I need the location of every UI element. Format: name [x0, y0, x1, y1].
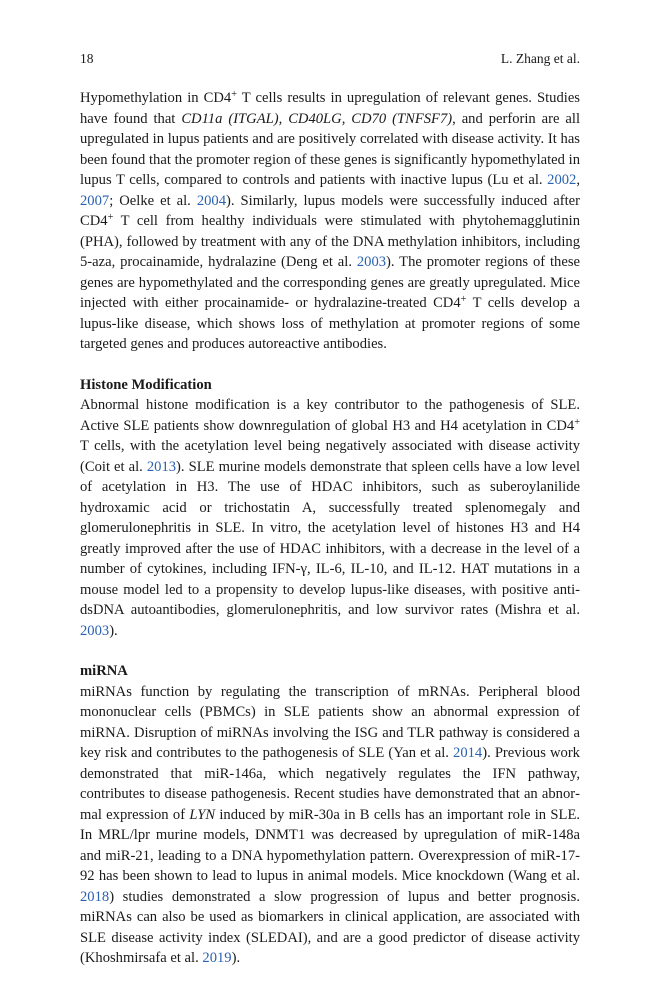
- text-run: Abnormal histone modification is a key contributor to the pathogenesis of SLE. Active SLE patients show downregulation of global H3 and H4 acetylation in CD4: [80, 397, 580, 434]
- text-run: T cells results in upregulation of relevant genes. Studies have found that: [80, 90, 580, 127]
- page: [80, 50, 580, 969]
- citation-link[interactable]: 2019: [202, 950, 232, 966]
- paragraph-mirna: [80, 682, 580, 969]
- citation-link[interactable]: 2014: [453, 745, 483, 761]
- text-run: , and perforin are all upregulated in lupus patients and are positively correlated with disease activity. It has been found that the promoter region of these genes is significantly hypomethylated in lupus T cells, compared to controls and patients with inactive lupus (Lu et al.: [80, 110, 580, 188]
- text-run: ). Similarly, lupus models were successfully induced after CD4: [80, 192, 580, 229]
- citation-link[interactable]: 2013: [146, 458, 177, 475]
- text-run: Hypomethylation in CD4: [80, 90, 232, 106]
- paragraph-histone: [80, 395, 580, 641]
- superscript-plus: +: [460, 293, 467, 305]
- superscript-plus: +: [574, 416, 580, 428]
- text-run: miRNAs function by regulating the transcription of mRNAs. Peripheral blood mononuclear cells (PBMCs) in SLE patients show an abnormal expression of miRNA. Disruption of miRNAs involving the ISG and TLR pathway is considered a key risk and contributes to the pathogenesis of SLE (Yan et al.: [80, 683, 580, 761]
- text-run: ). The promoter regions of these genes are hypomethylated and the corresponding genes are greatly upregulated. Mice injected with either procainamide- or hydralazine-treated CD4: [80, 254, 580, 311]
- citation-link[interactable]: 2002: [547, 172, 577, 188]
- gene-name: LYN: [189, 806, 216, 823]
- running-head: [80, 50, 580, 68]
- paragraph-hypomethylation: [80, 88, 580, 355]
- citation-link[interactable]: 2003: [356, 254, 387, 270]
- citation-link[interactable]: 2007: [80, 192, 110, 209]
- page-number: 18: [80, 51, 94, 66]
- text-run: ). Previous work demonstrated that miR-146a, which negatively regulates the IFN pathway, contributes to disease pathogenesis. Recent studies have demonstrated that an abnormal expression of: [80, 745, 580, 823]
- text-run: induced by miR-30a in B cells has an important role in SLE. In MRL/lpr murine models, DNMT1 was decreased by upregulation of miR-148a and miR-21, leading to a DNA hypomethylation pattern. Overexpression of miR-17-92 has been shown to lead to lupus in animal models. Mice knockdown (Wang et al.: [80, 806, 581, 884]
- text-run: ). SLE murine models demonstrate that spleen cells have a low level of acetylation in H3. The use of HDAC inhibitors, such as suberoylanilide hydroxamic acid or trichostatin A, successfully treated splenomegaly and glomerulonephritis in SLE. In vitro, the acetylation level of histones H3 and H4 greatly improved after the use of HDAC inhibitors, with a decrease in the level of a number of cytokines, including IFN-γ, IL-6, IL-10, and IL-12. HAT mutations in a mouse model led to a propensity to develop lupus-like diseases, with positive anti-dsDNA autoantibodies, glomerulonephritis, and low survivor rates (Mishra et al.: [80, 458, 580, 618]
- text-run: T cells, with the acetylation level being negatively associated with disease activity (Coit et al.: [80, 438, 580, 475]
- section-heading-histone: Histone Modification: [80, 376, 212, 393]
- text-run: ).: [231, 950, 241, 966]
- gene-names: CD11a (ITGAL), CD40LG, CD70 (TNFSF7): [181, 110, 453, 127]
- citation-link[interactable]: 2003: [80, 622, 110, 639]
- superscript-plus: +: [231, 88, 237, 100]
- text-run: ; Oelke et al.: [109, 192, 197, 209]
- text-run: ).: [109, 622, 118, 639]
- text-run: T cells develop a lupus-like disease, which shows loss of methylation at promoter regions of some targeted genes and produces autoreactive antibodies.: [80, 295, 581, 352]
- text-run: ,: [576, 172, 580, 188]
- citation-link[interactable]: 2018: [80, 888, 110, 905]
- citation-link[interactable]: 2004: [196, 192, 227, 209]
- running-author: L. Zhang et al.: [500, 51, 580, 66]
- text-run: ) studies demonstrated a slow progression of lupus and better prognosis. miRNAs can also be used as biomarkers in clinical application, are associated with SLE disease activity index (SLEDAI), and are a good predictor of disease activity (Khoshmirsafa et al.: [80, 888, 580, 966]
- superscript-plus: +: [107, 211, 114, 223]
- section-heading-mirna: miRNA: [80, 663, 128, 679]
- text-run: T cell from healthy individuals were stimulated with phytohemagglutinin (PHA), followed by treatment with any of the DNA methylation inhibitors, including 5-aza, procainamide, hydralazine (Deng et al.: [80, 213, 580, 270]
